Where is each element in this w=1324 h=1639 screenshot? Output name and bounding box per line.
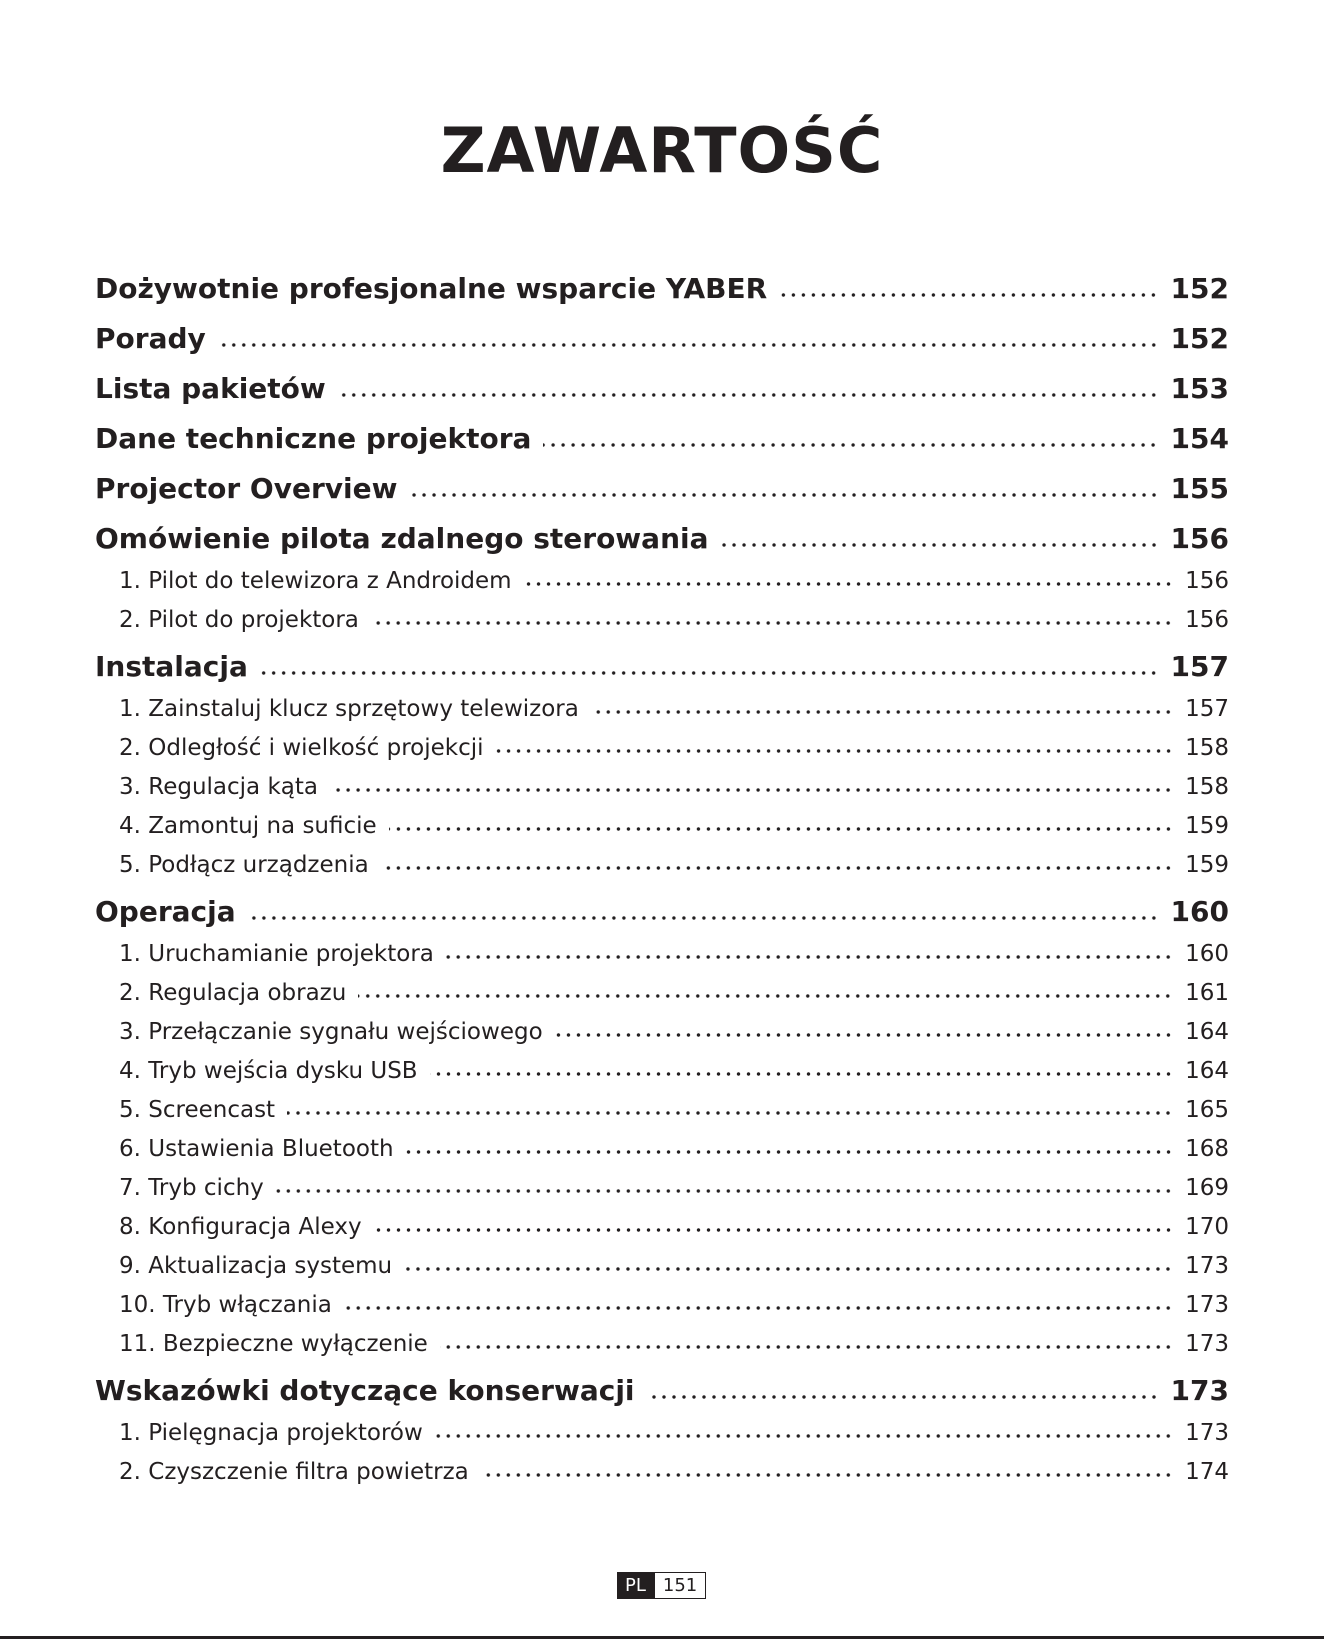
toc-entry-label: 1. Pilot do telewizora z Androidem bbox=[119, 568, 512, 594]
toc-entry-label: 2. Odległość i wielkość projekcji bbox=[119, 735, 484, 761]
dot-leader bbox=[344, 1306, 1173, 1310]
toc-entry-page-number: 160 bbox=[1185, 941, 1229, 967]
dot-leader bbox=[381, 866, 1173, 870]
toc-entry-page-number: 169 bbox=[1185, 1175, 1229, 1201]
dot-leader bbox=[555, 1033, 1173, 1037]
toc-entry-page-number: 173 bbox=[1185, 1292, 1229, 1318]
dot-leader bbox=[543, 443, 1158, 447]
dot-leader bbox=[779, 293, 1158, 297]
toc-entry-page-number: 173 bbox=[1170, 1374, 1229, 1407]
dot-leader bbox=[374, 1228, 1174, 1232]
toc-section-entry[interactable] bbox=[95, 455, 1229, 505]
toc-subsection-entry[interactable] bbox=[95, 1045, 1229, 1084]
toc-entry-page-number: 158 bbox=[1185, 735, 1229, 761]
toc-entry-label: Projector Overview bbox=[95, 472, 398, 505]
toc-subsection-entry[interactable] bbox=[95, 683, 1229, 722]
toc-subsection-entry[interactable] bbox=[95, 1084, 1229, 1123]
dot-leader bbox=[371, 621, 1173, 625]
dot-leader bbox=[435, 1434, 1173, 1438]
toc-subsection-entry[interactable] bbox=[95, 967, 1229, 1006]
dot-leader bbox=[330, 788, 1173, 792]
toc-entry-label: 2. Czyszczenie filtra powietrza bbox=[119, 1459, 469, 1485]
dot-leader bbox=[287, 1111, 1173, 1115]
toc-entry-label: 2. Regulacja obrazu bbox=[119, 980, 347, 1006]
dot-leader bbox=[276, 1189, 1173, 1193]
dot-leader bbox=[338, 393, 1159, 397]
toc-entry-page-number: 152 bbox=[1170, 322, 1229, 355]
dot-leader bbox=[389, 827, 1173, 831]
toc-subsection-entry[interactable] bbox=[95, 1318, 1229, 1357]
toc-entry-label: 4. Tryb wejścia dysku USB bbox=[119, 1058, 418, 1084]
dot-leader bbox=[440, 1345, 1173, 1349]
toc-entry-page-number: 173 bbox=[1185, 1253, 1229, 1279]
toc-entry-page-number: 153 bbox=[1170, 372, 1229, 405]
toc-entry-label: 2. Pilot do projektora bbox=[119, 607, 359, 633]
toc-entry-label: 3. Regulacja kąta bbox=[119, 774, 318, 800]
toc-entry-page-number: 164 bbox=[1185, 1019, 1229, 1045]
toc-entry-label: Operacja bbox=[95, 895, 236, 928]
page-footer bbox=[617, 1572, 706, 1599]
toc-subsection-entry[interactable] bbox=[95, 1407, 1229, 1446]
dot-leader bbox=[260, 671, 1159, 675]
dot-leader bbox=[446, 955, 1173, 959]
toc-entry-label: 8. Konfiguracja Alexy bbox=[119, 1214, 362, 1240]
dot-leader bbox=[404, 1267, 1173, 1271]
toc-entry-page-number: 173 bbox=[1185, 1420, 1229, 1446]
toc-entry-label: 1. Uruchamianie projektora bbox=[119, 941, 434, 967]
dot-leader bbox=[218, 343, 1159, 347]
dot-leader bbox=[430, 1072, 1174, 1076]
toc-entry-label: 1. Pielęgnacja projektorów bbox=[119, 1420, 423, 1446]
toc-entry-page-number: 160 bbox=[1170, 895, 1229, 928]
toc-subsection-entry[interactable] bbox=[95, 1446, 1229, 1485]
toc-entry-label: 9. Aktualizacja systemu bbox=[119, 1253, 393, 1279]
toc-section-entry[interactable] bbox=[95, 1357, 1229, 1407]
toc-entry-label: Dożywotnie profesjonalne wsparcie YABER bbox=[95, 272, 768, 305]
toc-entry-page-number: 168 bbox=[1185, 1136, 1229, 1162]
toc-entry-label: 5. Podłącz urządzenia bbox=[119, 852, 369, 878]
toc-entry-label: Wskazówki dotyczące konserwacji bbox=[95, 1374, 635, 1407]
toc-entry-label: 5. Screencast bbox=[119, 1097, 276, 1123]
toc-section-entry[interactable] bbox=[95, 355, 1229, 405]
toc-entry-page-number: 157 bbox=[1185, 696, 1229, 722]
dot-leader bbox=[358, 994, 1173, 998]
toc-entry-page-number: 152 bbox=[1170, 272, 1229, 305]
toc-entry-page-number: 159 bbox=[1185, 852, 1229, 878]
dot-leader bbox=[248, 916, 1159, 920]
toc-section-entry[interactable] bbox=[95, 633, 1229, 683]
dot-leader bbox=[410, 493, 1159, 497]
toc-entry-label: Instalacja bbox=[95, 650, 248, 683]
toc-entry-label: 1. Zainstaluj klucz sprzętowy telewizora bbox=[119, 696, 579, 722]
toc-subsection-entry[interactable] bbox=[95, 839, 1229, 878]
toc-subsection-entry[interactable] bbox=[95, 594, 1229, 633]
toc-subsection-entry[interactable] bbox=[95, 800, 1229, 839]
toc-entry-page-number: 164 bbox=[1185, 1058, 1229, 1084]
dot-leader bbox=[721, 543, 1159, 547]
toc-entry-page-number: 156 bbox=[1170, 522, 1229, 555]
toc-entry-page-number: 156 bbox=[1185, 607, 1229, 633]
toc-entry-page-number: 165 bbox=[1185, 1097, 1229, 1123]
toc-entry-page-number: 161 bbox=[1185, 980, 1229, 1006]
page-title: ZAWARTOŚĆ bbox=[440, 114, 884, 187]
toc-entry-page-number: 159 bbox=[1185, 813, 1229, 839]
dot-leader bbox=[496, 749, 1174, 753]
toc-subsection-entry[interactable] bbox=[95, 761, 1229, 800]
toc-subsection-entry[interactable] bbox=[95, 1123, 1229, 1162]
toc-entry-page-number: 170 bbox=[1185, 1214, 1229, 1240]
toc-subsection-entry[interactable] bbox=[95, 1240, 1229, 1279]
dot-leader bbox=[647, 1395, 1159, 1399]
toc-entry-page-number: 155 bbox=[1170, 472, 1229, 505]
toc-section-entry[interactable] bbox=[95, 505, 1229, 555]
toc-entry-label: 3. Przełączanie sygnału wejściowego bbox=[119, 1019, 543, 1045]
toc-entry-label: Dane techniczne projektora bbox=[95, 422, 532, 455]
toc-entry-label: Lista pakietów bbox=[95, 372, 326, 405]
toc-entry-page-number: 158 bbox=[1185, 774, 1229, 800]
dot-leader bbox=[481, 1473, 1173, 1477]
dot-leader bbox=[406, 1150, 1174, 1154]
toc-subsection-entry[interactable] bbox=[95, 1201, 1229, 1240]
language-badge: PL bbox=[617, 1572, 654, 1599]
toc-entry-page-number: 156 bbox=[1185, 568, 1229, 594]
toc-entry-page-number: 154 bbox=[1170, 422, 1229, 455]
toc-subsection-entry[interactable] bbox=[95, 1162, 1229, 1201]
toc-entry-label: 6. Ustawienia Bluetooth bbox=[119, 1136, 394, 1162]
table-of-contents bbox=[95, 255, 1229, 1485]
toc-subsection-entry[interactable] bbox=[95, 1006, 1229, 1045]
dot-leader bbox=[591, 710, 1173, 714]
toc-subsection-entry[interactable] bbox=[95, 1279, 1229, 1318]
toc-subsection-entry[interactable] bbox=[95, 555, 1229, 594]
toc-entry-label: 7. Tryb cichy bbox=[119, 1175, 264, 1201]
toc-entry-label: 11. Bezpieczne wyłączenie bbox=[119, 1331, 428, 1357]
toc-entry-label: 4. Zamontuj na suficie bbox=[119, 813, 377, 839]
toc-subsection-entry[interactable] bbox=[95, 928, 1229, 967]
toc-entry-page-number: 157 bbox=[1170, 650, 1229, 683]
toc-section-entry[interactable] bbox=[95, 878, 1229, 928]
toc-section-entry[interactable] bbox=[95, 405, 1229, 455]
dot-leader bbox=[524, 582, 1174, 586]
toc-entry-label: Omówienie pilota zdalnego sterowania bbox=[95, 522, 709, 555]
toc-section-entry[interactable] bbox=[95, 305, 1229, 355]
toc-entry-label: 10. Tryb włączania bbox=[119, 1292, 332, 1318]
toc-subsection-entry[interactable] bbox=[95, 722, 1229, 761]
toc-entry-page-number: 173 bbox=[1185, 1331, 1229, 1357]
toc-section-entry[interactable] bbox=[95, 255, 1229, 305]
toc-entry-page-number: 174 bbox=[1185, 1459, 1229, 1485]
toc-entry-label: Porady bbox=[95, 322, 206, 355]
page-number: 151 bbox=[654, 1572, 706, 1599]
